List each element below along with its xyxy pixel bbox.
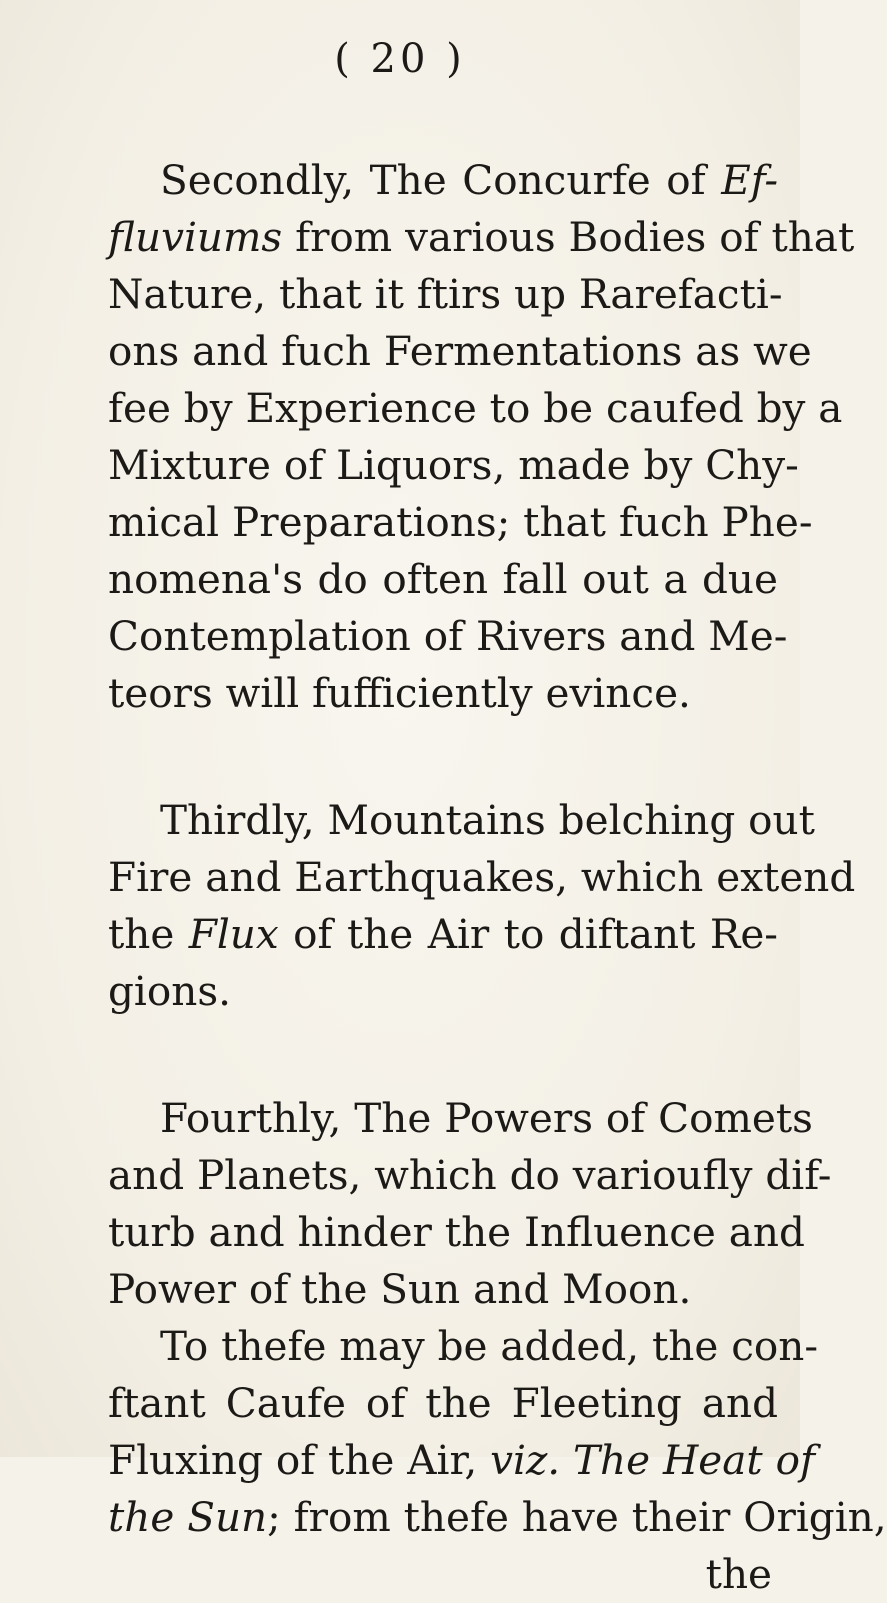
- text-line: Nature, that it ftirs up Rarefacti-: [108, 270, 783, 318]
- text-line: To thefe may be added, the con-: [160, 1322, 819, 1370]
- text-line: fee by Experience to be caufed by a: [108, 384, 843, 432]
- text-line: Mixture of Liquors, made by Chy-: [108, 441, 799, 489]
- paragraph-thirdly: [108, 792, 856, 1020]
- text-line: nomena's do often fall out a due: [108, 555, 778, 603]
- text-line: ons and fuch Fermentations as we: [108, 327, 812, 375]
- paragraph-secondly: [108, 152, 855, 722]
- text-line: Secondly, The Concurfe of Ef-: [160, 156, 778, 204]
- paragraph-to-thefe: [108, 1318, 887, 1546]
- text-line: Thirdly, Mountains belching out: [160, 796, 815, 844]
- text-line: Contemplation of Rivers and Me-: [108, 612, 788, 660]
- text-line: the Flux of the Air to diftant Re-: [108, 910, 778, 958]
- text-line: Fourthly, The Powers of Comets: [160, 1094, 813, 1142]
- text-line: and Planets, which do varioufly dif-: [108, 1151, 832, 1199]
- text-line: Fluxing of the Air, viz. The Heat of: [108, 1436, 815, 1484]
- text-line: mical Preparations; that fuch Phe-: [108, 498, 813, 546]
- text-line: Power of the Sun and Moon.: [108, 1265, 692, 1313]
- text-line: fluviums from various Bodies of that: [108, 213, 855, 261]
- paragraph-fourthly: [108, 1090, 832, 1318]
- catchword: the: [705, 1550, 772, 1598]
- text-line: gions.: [108, 967, 232, 1015]
- text-line: the Sun; from thefe have their Origin,: [108, 1493, 887, 1541]
- body-text: [108, 152, 887, 1603]
- text-line: Fire and Earthquakes, which extend: [108, 853, 856, 901]
- page-number: ( 20 ): [334, 36, 466, 82]
- text-line: turb and hinder the Influence and: [108, 1208, 805, 1256]
- text-line: teors will fufficiently evince.: [108, 669, 691, 717]
- text-line: ftant Caufe of the Fleeting and: [108, 1379, 778, 1427]
